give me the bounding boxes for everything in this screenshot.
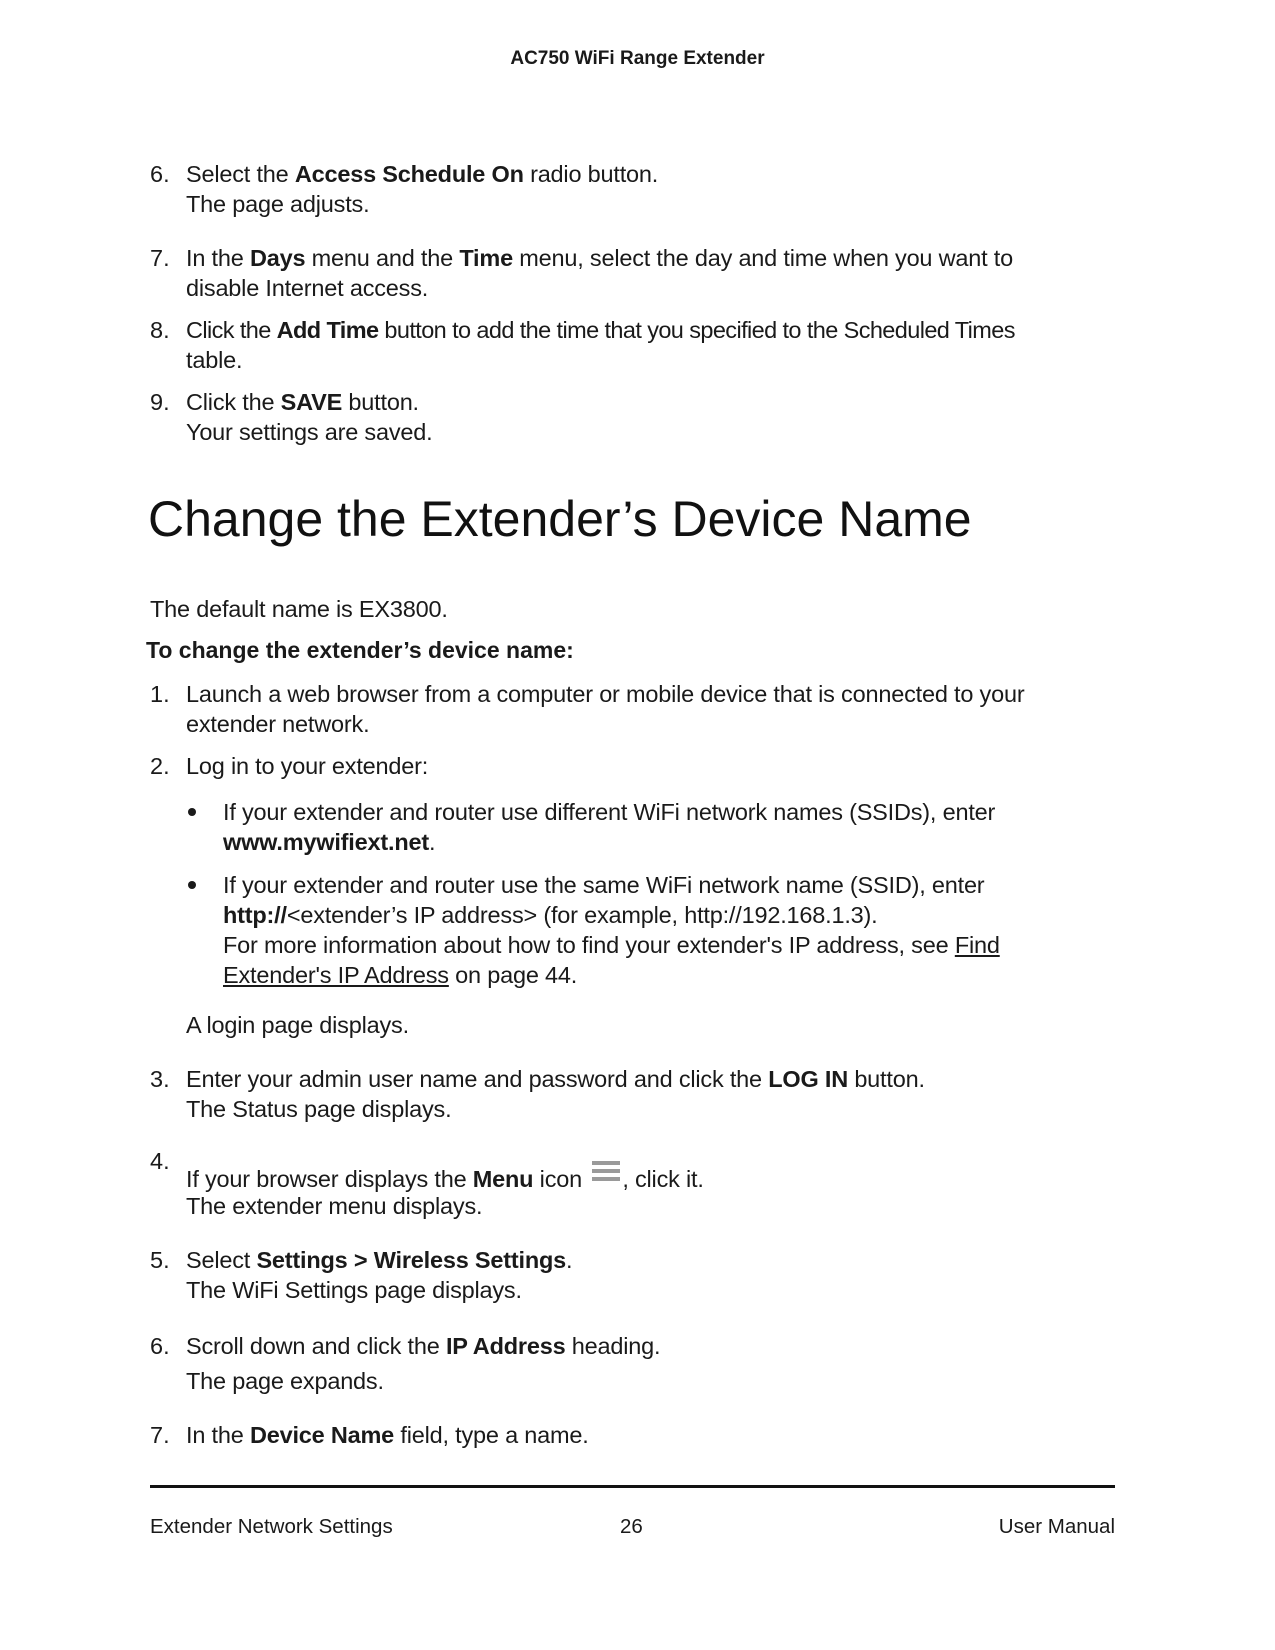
bullet-text-continued: Extender's IP Address on page 44. bbox=[223, 962, 578, 988]
step-result: The Status page displays. bbox=[186, 1096, 452, 1122]
step-number: 2. bbox=[150, 753, 170, 779]
step-number: 4. bbox=[150, 1148, 170, 1174]
procedure-title: To change the extender’s device name: bbox=[146, 637, 574, 663]
bullet-text-continued: For more information about how to find your extender's IP address, see Find bbox=[223, 932, 1000, 958]
footer-rule bbox=[150, 1485, 1115, 1488]
find-ip-address-link[interactable]: Extender's IP Address bbox=[223, 962, 449, 988]
step-text-continued: disable Internet access. bbox=[186, 275, 429, 301]
step-number: 1. bbox=[150, 681, 170, 707]
step-number: 5. bbox=[150, 1247, 170, 1273]
footer-chapter: Extender Network Settings bbox=[150, 1515, 393, 1538]
bullet bbox=[188, 808, 196, 816]
bullet-text-continued: www.mywifiext.net. bbox=[223, 829, 436, 855]
menu-icon bbox=[592, 1161, 620, 1183]
page-number: 26 bbox=[620, 1515, 643, 1538]
step-text: In the Days menu and the Time menu, select the day and time when you want to bbox=[186, 245, 1013, 271]
step-text-continued: table. bbox=[186, 347, 243, 373]
step-number: 9. bbox=[150, 389, 170, 415]
step-text: Launch a web browser from a computer or mobile device that is connected to your bbox=[186, 681, 1025, 707]
step-number: 6. bbox=[150, 1333, 170, 1359]
step-number: 6. bbox=[150, 161, 170, 187]
step-text: Scroll down and click the IP Address heading. bbox=[186, 1333, 661, 1359]
url-text: www.mywifiext.net bbox=[223, 829, 429, 855]
bullet-text: If your extender and router use different WiFi network names (SSIDs), enter bbox=[223, 799, 996, 825]
step-result: The page adjusts. bbox=[186, 191, 370, 217]
step-text-continued: extender network. bbox=[186, 711, 370, 737]
step-number: 3. bbox=[150, 1066, 170, 1092]
step-text: Select Settings > Wireless Settings. bbox=[186, 1247, 573, 1273]
step-text: If your browser displays the Menu icon , click it. bbox=[186, 1161, 704, 1194]
step-number: 7. bbox=[150, 1422, 170, 1448]
step-number: 8. bbox=[150, 317, 170, 343]
step-text: In the Device Name field, type a name. bbox=[186, 1422, 589, 1448]
intro-text: The default name is EX3800. bbox=[150, 596, 448, 622]
step-number: 7. bbox=[150, 245, 170, 271]
step-text: Log in to your extender: bbox=[186, 753, 429, 779]
bullet-text-continued: http://<extender’s IP address> (for example, http://192.168.1.3). bbox=[223, 902, 878, 928]
step-result: The page expands. bbox=[186, 1368, 384, 1394]
step-text: Enter your admin user name and password and click the LOG IN button. bbox=[186, 1066, 925, 1092]
bullet-text: If your extender and router use the same WiFi network name (SSID), enter bbox=[223, 872, 985, 898]
find-ip-address-link[interactable]: Find bbox=[954, 932, 1000, 958]
step-result: The WiFi Settings page displays. bbox=[186, 1277, 522, 1303]
step-text: Click the SAVE button. bbox=[186, 389, 419, 415]
step-text: Click the Add Time button to add the time that you specified to the Scheduled Times bbox=[186, 317, 1015, 343]
bullet bbox=[188, 881, 196, 889]
step-text: Select the Access Schedule On radio button. bbox=[186, 161, 659, 187]
footer-doc-title: User Manual bbox=[998, 1515, 1115, 1538]
step-result: The extender menu displays. bbox=[186, 1193, 483, 1219]
step-result: Your settings are saved. bbox=[186, 419, 433, 445]
section-heading: Change the Extender’s Device Name bbox=[148, 491, 972, 547]
step-result: A login page displays. bbox=[186, 1012, 409, 1038]
running-header: AC750 WiFi Range Extender bbox=[510, 48, 765, 69]
